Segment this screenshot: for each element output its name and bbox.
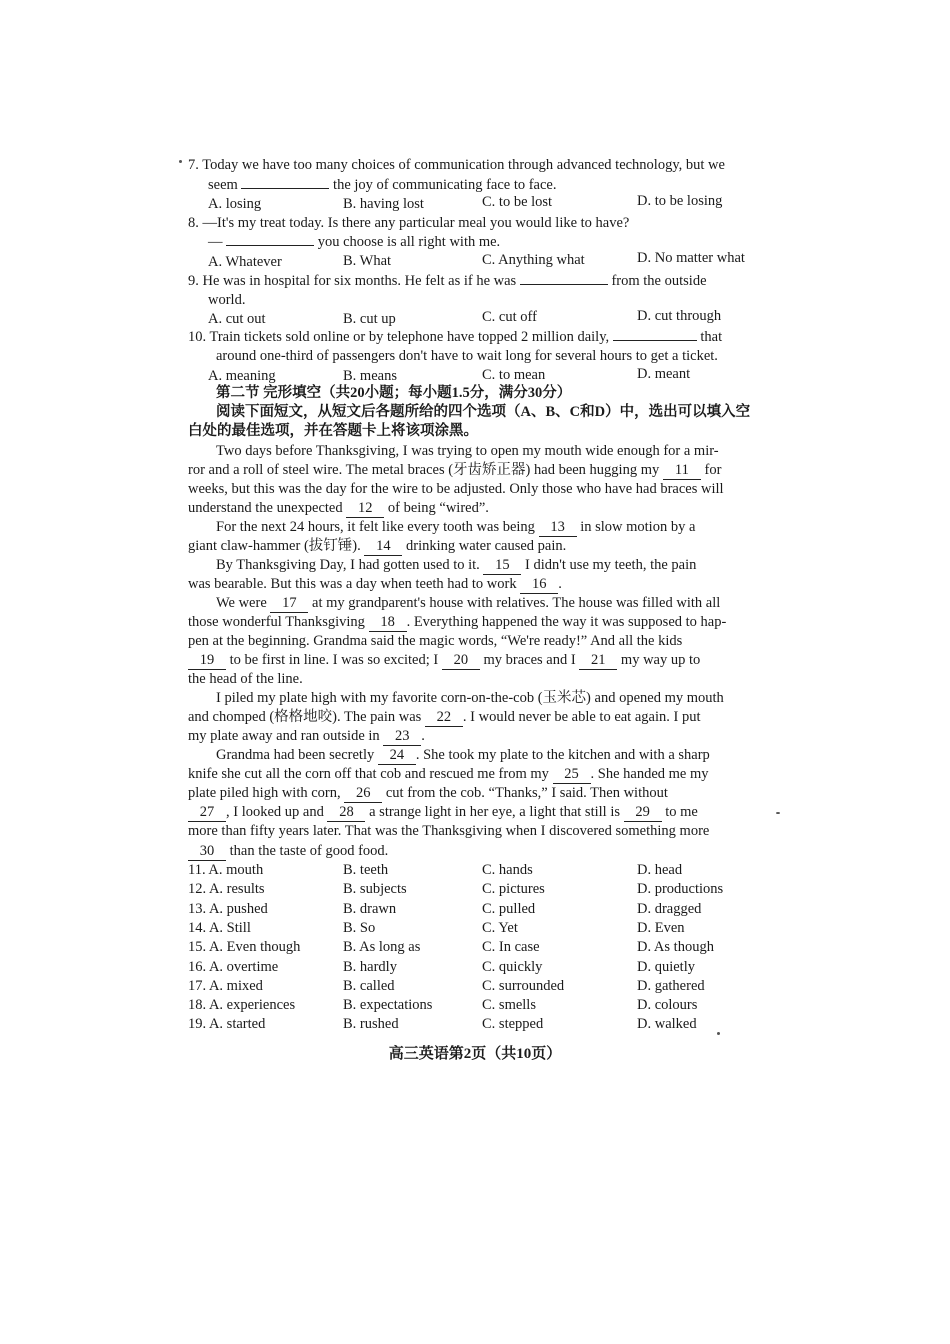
- blank-23: 23: [383, 727, 421, 746]
- option-b: B. cut up: [343, 311, 396, 327]
- cloze-option-13-c: C. pulled: [482, 900, 536, 917]
- cloze-option-15-d: D. As though: [637, 939, 714, 956]
- cloze-option-14-c: C. Yet: [482, 919, 518, 936]
- blank-18: 18: [369, 613, 407, 632]
- question-text: Train tickets sold online or by telephone have topped 2 million daily,: [209, 329, 610, 345]
- answer-blank: [226, 245, 314, 246]
- page-footer: 高三英语第2页（共10页）: [388, 1046, 562, 1062]
- passage-line: [216, 556, 696, 575]
- cloze-option-16-c: C. quickly: [482, 958, 543, 975]
- cloze-option-15-a: 15. A. Even though: [188, 939, 301, 956]
- cloze-option-13-d: D. dragged: [637, 900, 702, 917]
- option-b: B. means: [343, 368, 397, 384]
- passage-text: .: [558, 576, 562, 592]
- cloze-option-17-b: B. called: [343, 977, 395, 994]
- question-text: seem: [208, 177, 238, 193]
- blank-11: 11: [663, 461, 701, 480]
- passage-text: . She handed me my: [590, 766, 709, 782]
- passage-text: for: [704, 462, 722, 478]
- blank-25: 25: [553, 765, 591, 784]
- cloze-option-17-c: C. surrounded: [482, 977, 565, 994]
- cloze-option-19-a: 19. A. started: [188, 1016, 266, 1033]
- cloze-option-18-c: C. smells: [482, 997, 536, 1014]
- option-c: C. cut off: [482, 309, 537, 325]
- cloze-option-12-c: C. pictures: [482, 881, 545, 898]
- passage-text: my plate away and ran outside in: [188, 728, 380, 744]
- cloze-option-14-d: D. Even: [637, 919, 685, 936]
- cloze-option-11-a: 11. A. mouth: [188, 862, 264, 878]
- option-d: D. No matter what: [637, 250, 745, 266]
- passage-line: [188, 708, 700, 727]
- passage-line: [216, 746, 710, 765]
- section-instructions: 白处的最佳选项，并在答题卡上将该项涂黑。: [188, 423, 478, 439]
- cloze-option-11-b: B. teeth: [343, 862, 389, 878]
- question-8-line2: [208, 233, 500, 251]
- scan-speck: [717, 1032, 720, 1035]
- option-b: B. having lost: [343, 196, 424, 212]
- cloze-option-17-d: D. gathered: [637, 977, 705, 994]
- cloze-option-12-b: B. subjects: [343, 881, 407, 898]
- passage-text: I didn't use my teeth, the pain: [525, 557, 697, 573]
- section-instructions: 阅读下面短文，从短文后各题所给的四个选项（A、B、C和D）中，选出可以填入空: [216, 404, 751, 420]
- passage-text: Two days before Thanksgiving, I was trying to open my mouth wide enough for a mir-: [216, 443, 719, 459]
- blank-21: 21: [579, 651, 617, 670]
- passage-line: [188, 803, 698, 822]
- option-c: C. to be lost: [482, 194, 553, 210]
- cloze-option-18-d: D. colours: [637, 997, 698, 1014]
- question-9: [188, 272, 707, 290]
- passage-text: cut from the cob. “Thanks,” I said. Then without: [385, 785, 668, 801]
- passage-text: ror and a roll of steel wire. The metal braces (牙齿矫正器) had been hugging my: [188, 462, 660, 478]
- passage-line: [188, 670, 303, 688]
- passage-line: [188, 537, 566, 556]
- cloze-option-19-c: C. stepped: [482, 1016, 544, 1033]
- cloze-option-14-b: B. So: [343, 919, 376, 936]
- blank-12: 12: [346, 499, 384, 518]
- passage-text: than the taste of good food.: [229, 843, 389, 859]
- blank-28: 28: [327, 803, 365, 822]
- passage-line: [188, 575, 562, 594]
- blank-17: 17: [270, 594, 308, 613]
- question-8: [188, 214, 629, 232]
- cloze-option-16-b: B. hardly: [343, 958, 397, 975]
- question-7-line2: [208, 176, 557, 194]
- passage-text: , I looked up and: [226, 804, 324, 820]
- option-a: A. cut out: [208, 311, 266, 327]
- blank-19: 19: [188, 651, 226, 670]
- cloze-option-19-b: B. rushed: [343, 1016, 399, 1033]
- scan-speck: [179, 160, 182, 163]
- option-a: A. losing: [208, 196, 262, 212]
- cloze-option-19-d: D. walked: [637, 1016, 697, 1033]
- passage-text: to be first in line. I was so excited; I: [229, 652, 439, 668]
- option-a: A. meaning: [208, 368, 276, 384]
- blank-20: 20: [442, 651, 480, 670]
- passage-text: .: [421, 728, 425, 744]
- passage-text: of being “wired”.: [387, 500, 489, 516]
- passage-line: [188, 613, 726, 632]
- passage-text: . I would never be able to eat again. I put: [462, 709, 701, 725]
- question-text: —: [208, 234, 223, 250]
- passage-line: [188, 651, 700, 670]
- passage-text: in slow motion by a: [580, 519, 696, 535]
- cloze-option-15-b: B. As long as: [343, 939, 421, 956]
- passage-text: a strange light in her eye, a light that still is: [369, 804, 620, 820]
- passage-line: [188, 480, 724, 498]
- cloze-option-11-c: C. hands: [482, 862, 533, 878]
- blank-29: 29: [624, 803, 662, 822]
- question-text: Today we have too many choices of communication through advanced technology, but we: [202, 157, 725, 173]
- passage-line: [216, 594, 720, 613]
- cloze-option-18-a: 18. A. experiences: [188, 997, 296, 1014]
- cloze-option-18-b: B. expectations: [343, 997, 433, 1014]
- answer-blank: [613, 340, 697, 341]
- blank-16: 16: [520, 575, 558, 594]
- blank-27: 27: [188, 803, 226, 822]
- passage-text: at my grandparent's house with relatives. The house was filled with all: [312, 595, 721, 611]
- blank-30: 30: [188, 842, 226, 861]
- question-text: you choose is all right with me.: [317, 234, 501, 250]
- passage-text: We were: [216, 595, 267, 611]
- passage-text: my braces and I: [483, 652, 576, 668]
- option-a: A. Whatever: [208, 254, 282, 270]
- blank-24: 24: [378, 746, 416, 765]
- passage-text: giant claw-hammer (拔钉锤).: [188, 538, 361, 554]
- passage-text: . She took my plate to the kitchen and with a sharp: [415, 747, 710, 763]
- cloze-option-17-a: 17. A. mixed: [188, 977, 263, 994]
- option-c: C. to mean: [482, 367, 546, 383]
- cloze-option-12-d: D. productions: [637, 881, 724, 898]
- passage-text: understand the unexpected: [188, 500, 343, 516]
- cloze-option-16-a: 16. A. overtime: [188, 958, 279, 975]
- passage-text: my way up to: [620, 652, 701, 668]
- question-9-line2: world.: [208, 292, 246, 308]
- question-number: 10.: [188, 329, 207, 345]
- blank-26: 26: [344, 784, 382, 803]
- question-text: that: [700, 329, 723, 345]
- blank-14: 14: [364, 537, 402, 556]
- question-text: from the outside: [611, 273, 707, 289]
- passage-text: Grandma had been secretly: [216, 747, 375, 763]
- question-number: 8.: [188, 215, 199, 231]
- passage-text: knife she cut all the corn off that cob and rescued me from my: [188, 766, 549, 782]
- option-d: D. meant: [637, 366, 691, 382]
- passage-line: [188, 765, 709, 784]
- passage-line: [188, 842, 388, 861]
- cloze-option-13-a: 13. A. pushed: [188, 900, 268, 917]
- blank-15: 15: [483, 556, 521, 575]
- question-number: 7.: [188, 157, 199, 173]
- cloze-option-15-c: C. In case: [482, 939, 540, 956]
- answer-blank: [520, 284, 608, 285]
- passage-text: For the next 24 hours, it felt like every tooth was being: [216, 519, 535, 535]
- passage-text: By Thanksgiving Day, I had gotten used to it.: [216, 557, 480, 573]
- blank-13: 13: [539, 518, 577, 537]
- passage-text: . Everything happened the way it was supposed to hap-: [406, 614, 727, 630]
- cloze-option-11-d: D. head: [637, 862, 683, 878]
- passage-text: to me: [665, 804, 698, 820]
- passage-line: [216, 689, 724, 707]
- option-c: C. Anything what: [482, 252, 585, 268]
- answer-blank: [241, 188, 329, 189]
- option-d: D. to be losing: [637, 193, 723, 209]
- question-10: [188, 328, 722, 346]
- blank-22: 22: [425, 708, 463, 727]
- passage-text: I piled my plate high with my favorite corn-on-the-cob (玉米芯) and opened my mouth: [216, 690, 724, 706]
- passage-text: drinking water caused pain.: [405, 538, 567, 554]
- passage-text: more than fifty years later. That was the Thanksgiving when I discovered something more: [188, 823, 710, 839]
- question-number: 9.: [188, 273, 199, 289]
- passage-text: those wonderful Thanksgiving: [188, 614, 365, 630]
- passage-line: [188, 727, 425, 746]
- passage-line: [216, 442, 719, 460]
- passage-line: [216, 518, 695, 537]
- passage-line: [188, 499, 489, 518]
- passage-text: plate piled high with corn,: [188, 785, 341, 801]
- passage-text: was bearable. But this was a day when teeth had to work: [188, 576, 517, 592]
- passage-text: weeks, but this was the day for the wire to be adjusted. Only those who have had braces will: [188, 481, 724, 497]
- cloze-option-16-d: D. quietly: [637, 958, 695, 975]
- question-text: He was in hospital for six months. He felt as if he was: [202, 273, 517, 289]
- passage-text: pen at the beginning. Grandma said the magic words, “We're ready!” And all the kids: [188, 633, 683, 649]
- question-text: the joy of communicating face to face.: [333, 177, 557, 193]
- question-text: —It's my treat today. Is there any particular meal you would like to have?: [202, 215, 630, 231]
- section-title: 第二节 完形填空（共20小题；每小题1.5分，满分30分）: [216, 385, 572, 401]
- cloze-option-14-a: 14. A. Still: [188, 919, 251, 936]
- cloze-option-12-a: 12. A. results: [188, 881, 265, 898]
- question-7: [188, 156, 725, 174]
- passage-line: [188, 632, 682, 650]
- option-d: D. cut through: [637, 308, 722, 324]
- passage-line: [188, 784, 668, 803]
- question-10-line2: around one-third of passengers don't have to wait long for several hours to get a ticket.: [216, 348, 718, 364]
- passage-text: and chomped (格格地咬). The pain was: [188, 709, 422, 725]
- cloze-option-13-b: B. drawn: [343, 900, 397, 917]
- scan-speck: [776, 812, 780, 814]
- passage-line: [188, 461, 721, 480]
- option-b: B. What: [343, 253, 392, 269]
- passage-line: [188, 822, 709, 840]
- passage-text: the head of the line.: [188, 671, 303, 687]
